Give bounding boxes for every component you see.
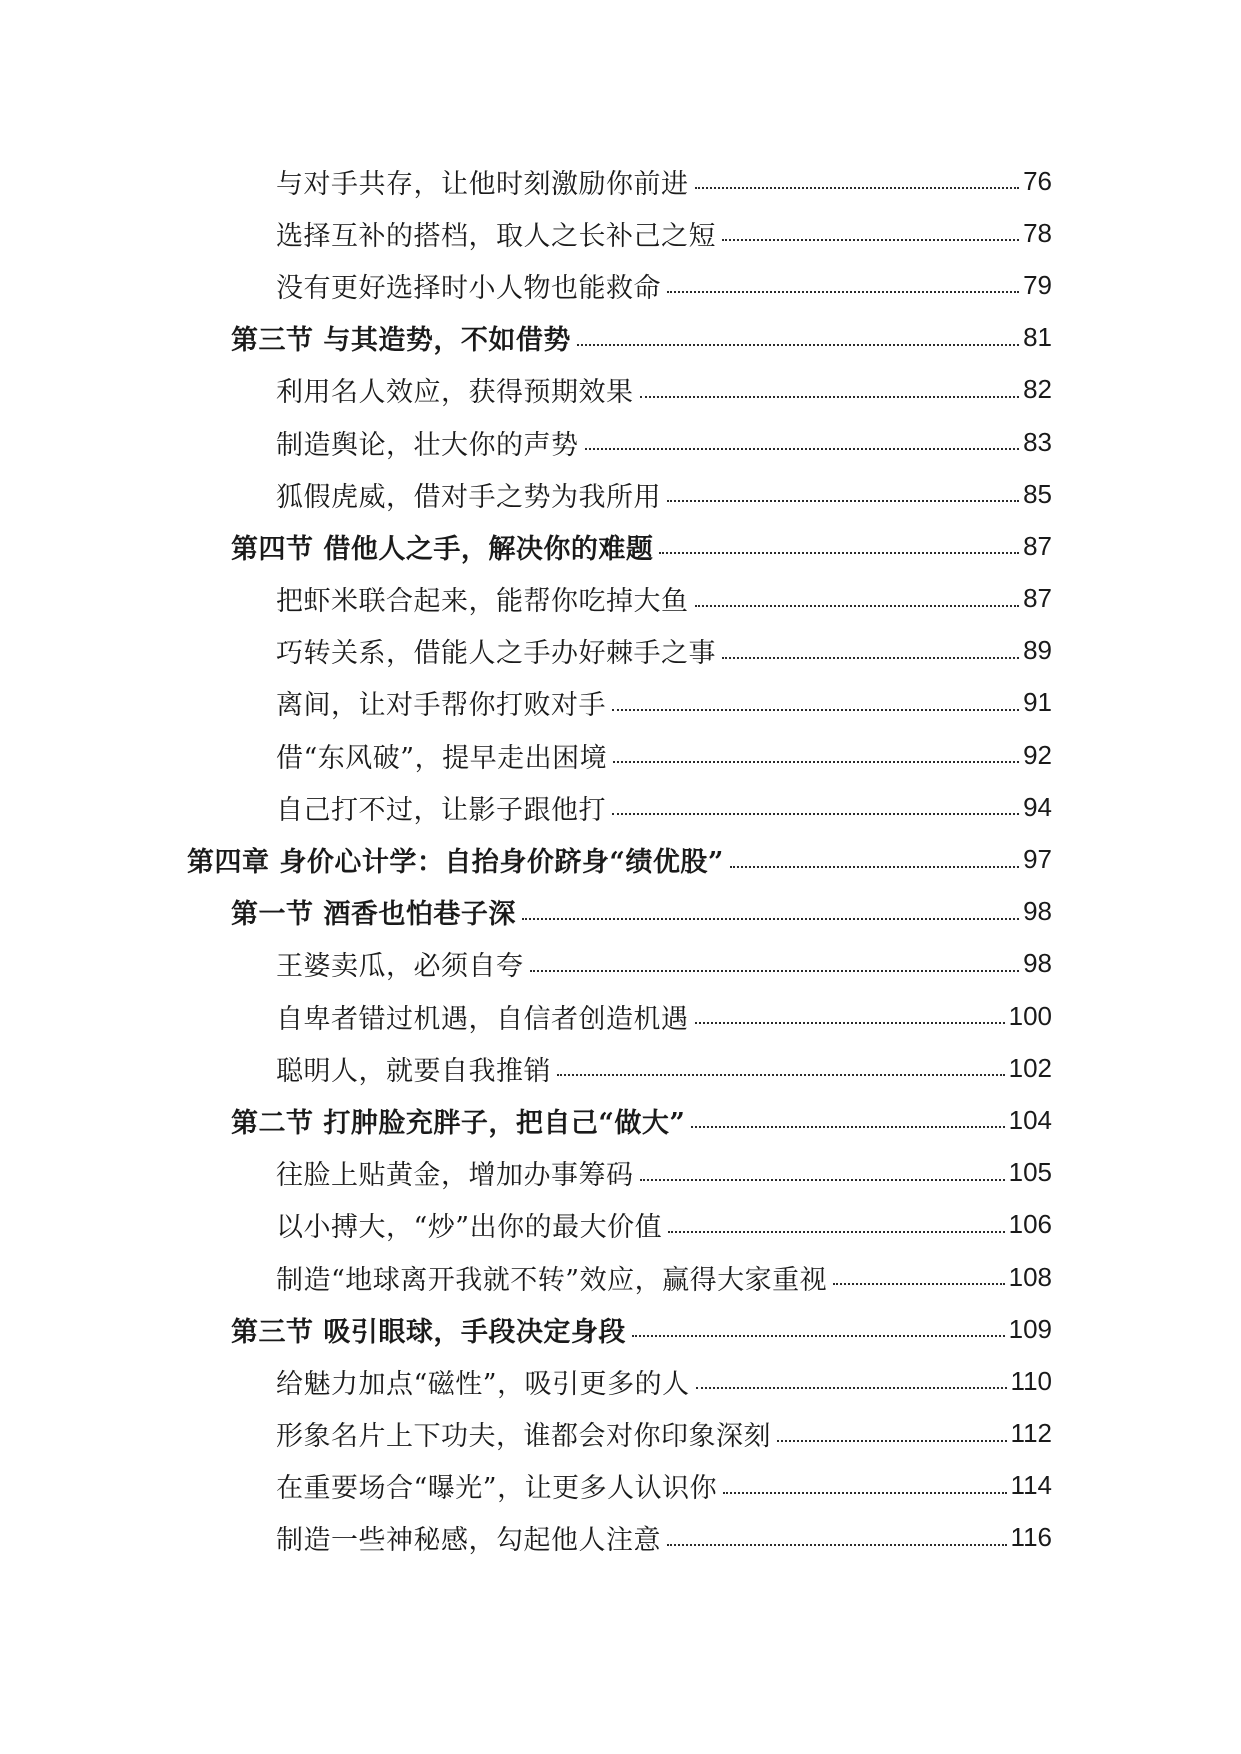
toc-entry-title: 把虾米联合起来，能帮你吃掉大鱼 [276, 586, 689, 618]
toc-entry-title: 选择互补的搭档，取人之长补己之短 [276, 220, 716, 252]
toc-page-number: 79 [1023, 269, 1052, 300]
toc-page-number: 100 [1008, 1000, 1052, 1031]
dot-leader [557, 1072, 1005, 1076]
toc-section-row[interactable] [0, 520, 1241, 572]
dot-leader [577, 342, 1019, 346]
toc-item-row[interactable] [0, 155, 1241, 207]
dot-leader [695, 1020, 1005, 1024]
toc-item-row[interactable] [0, 207, 1241, 259]
toc-item-row[interactable] [0, 1408, 1241, 1460]
toc-section-row[interactable] [0, 312, 1241, 364]
toc-item-row[interactable] [0, 729, 1241, 781]
toc-entry-title: 离间，让对手帮你打败对手 [276, 690, 606, 722]
table-of-contents [0, 155, 1241, 1564]
dot-leader [659, 550, 1019, 554]
toc-item-row[interactable] [0, 1251, 1241, 1303]
dot-leader [612, 811, 1019, 815]
dot-leader [696, 1385, 1007, 1389]
toc-entry-title: 制造一些神秘感，勾起他人注意 [276, 1525, 661, 1557]
toc-page-number: 98 [1023, 948, 1052, 979]
toc-entry-title: 第四章 身价心计学：自抬身价跻身“绩优股” [187, 847, 724, 879]
toc-entry-title: 第四节 借他人之手，解决你的难题 [231, 533, 654, 565]
toc-page-number: 82 [1023, 374, 1052, 405]
dot-leader [695, 603, 1020, 607]
toc-page-number: 76 [1023, 165, 1052, 196]
toc-entry-title: 聪明人，就要自我推销 [276, 1055, 551, 1087]
dot-leader [530, 968, 1020, 972]
toc-page-number: 98 [1023, 896, 1052, 927]
toc-entry-title: 自卑者错过机遇，自信者创造机遇 [276, 1003, 689, 1035]
dot-leader [833, 1281, 1005, 1285]
toc-section-row[interactable] [0, 1094, 1241, 1146]
dot-leader [722, 237, 1019, 241]
toc-entry-title: 利用名人效应，获得预期效果 [276, 377, 634, 409]
toc-page-number: 87 [1023, 583, 1052, 614]
toc-page-number: 105 [1008, 1157, 1052, 1188]
toc-entry-title: 自己打不过，让影子跟他打 [276, 794, 606, 826]
dot-leader [640, 394, 1020, 398]
toc-entry-title: 借“东风破”，提早走出困境 [276, 742, 608, 774]
dot-leader [612, 707, 1019, 711]
dot-leader [668, 1229, 1005, 1233]
toc-page-number: 89 [1023, 635, 1052, 666]
toc-entry-title: 第三节 与其造势，不如借势 [231, 325, 571, 357]
toc-entry-title: 第一节 酒香也怕巷子深 [231, 899, 516, 931]
toc-item-row[interactable] [0, 1042, 1241, 1094]
toc-entry-title: 以小搏大，“炒”出你的最大价值 [276, 1212, 663, 1244]
toc-page-number: 102 [1008, 1052, 1052, 1083]
toc-page-number: 97 [1023, 844, 1052, 875]
toc-entry-title: 在重要场合“曝光”，让更多人认识你 [276, 1473, 718, 1505]
toc-entry-title: 狐假虎威，借对手之势为我所用 [276, 481, 661, 513]
toc-page-number: 83 [1023, 426, 1052, 457]
toc-page-number: 116 [1010, 1522, 1052, 1553]
toc-page-number: 104 [1008, 1104, 1052, 1135]
toc-entry-title: 制造舆论，壮大你的声势 [276, 429, 579, 461]
toc-page-number: 94 [1023, 791, 1052, 822]
dot-leader [667, 289, 1019, 293]
dot-leader [777, 1438, 1007, 1442]
toc-page-number: 108 [1008, 1261, 1052, 1292]
toc-page-number: 106 [1008, 1209, 1052, 1240]
toc-item-row[interactable] [0, 573, 1241, 625]
dot-leader [722, 655, 1019, 659]
dot-leader [585, 446, 1020, 450]
toc-entry-title: 给魅力加点“磁性”，吸引更多的人 [276, 1368, 690, 1400]
toc-entry-title: 王婆卖瓜，必须自夸 [276, 951, 524, 983]
dot-leader [632, 1333, 1005, 1337]
toc-page-number: 114 [1010, 1470, 1052, 1501]
toc-entry-title: 巧转关系，借能人之手办好棘手之事 [276, 638, 716, 670]
toc-entry-title: 形象名片上下功夫，谁都会对你印象深刻 [276, 1421, 771, 1453]
toc-section-row[interactable] [0, 886, 1241, 938]
toc-page-number: 85 [1023, 478, 1052, 509]
toc-entry-title: 往脸上贴黄金，增加办事筹码 [276, 1160, 634, 1192]
toc-item-row[interactable] [0, 625, 1241, 677]
toc-item-row[interactable] [0, 416, 1241, 468]
toc-item-row[interactable] [0, 1512, 1241, 1564]
toc-item-row[interactable] [0, 259, 1241, 311]
toc-page-number: 110 [1010, 1365, 1052, 1396]
dot-leader [522, 916, 1019, 920]
toc-item-row[interactable] [0, 1147, 1241, 1199]
toc-entry-title: 第二节 打肿脸充胖子，把自己“做大” [231, 1107, 686, 1139]
toc-item-row[interactable] [0, 1355, 1241, 1407]
toc-page-number: 112 [1010, 1418, 1052, 1449]
toc-item-row[interactable] [0, 364, 1241, 416]
toc-page-number: 92 [1023, 739, 1052, 770]
toc-page-number: 78 [1023, 217, 1052, 248]
dot-leader [723, 1490, 1006, 1494]
toc-item-row[interactable] [0, 468, 1241, 520]
dot-leader [667, 1542, 1007, 1546]
toc-item-row[interactable] [0, 1199, 1241, 1251]
toc-item-row[interactable] [0, 781, 1241, 833]
toc-item-row[interactable] [0, 990, 1241, 1042]
toc-item-row[interactable] [0, 677, 1241, 729]
toc-page-number: 109 [1008, 1313, 1052, 1344]
toc-entry-title: 与对手共存，让他时刻激励你前进 [276, 168, 689, 200]
toc-section-row[interactable] [0, 1303, 1241, 1355]
toc-item-row[interactable] [0, 938, 1241, 990]
dot-leader [730, 864, 1019, 868]
dot-leader [640, 1177, 1005, 1181]
dot-leader [613, 759, 1019, 763]
toc-entry-title: 没有更好选择时小人物也能救命 [276, 272, 661, 304]
dot-leader [691, 1124, 1004, 1128]
toc-item-row[interactable] [0, 1460, 1241, 1512]
toc-page-number: 81 [1023, 322, 1052, 353]
toc-entry-title: 第三节 吸引眼球，手段决定身段 [231, 1316, 626, 1348]
toc-entry-title: 制造“地球离开我就不转”效应，赢得大家重视 [276, 1264, 828, 1296]
toc-page-number: 91 [1023, 687, 1052, 718]
dot-leader [667, 498, 1019, 502]
dot-leader [695, 185, 1020, 189]
toc-page-number: 87 [1023, 530, 1052, 561]
toc-chapter-row[interactable] [0, 833, 1241, 885]
